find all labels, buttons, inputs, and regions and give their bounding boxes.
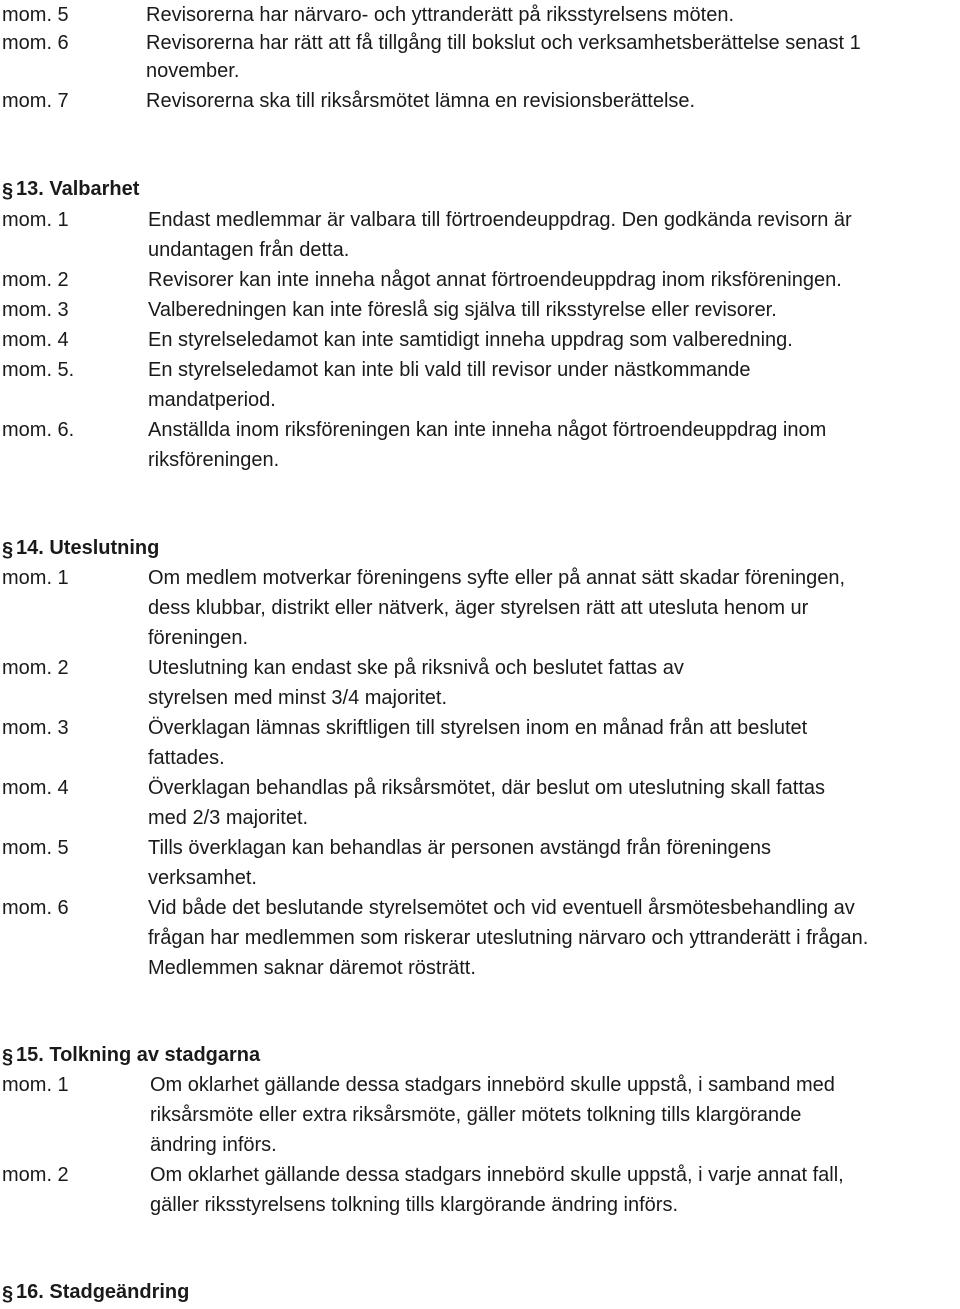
item-label: mom. 1	[2, 1074, 69, 1096]
item-text: Vid både det beslutande styrelsemötet och vid eventuell årsmötesbehandling av	[148, 897, 855, 919]
item-label: mom. 2	[2, 269, 69, 291]
item-label: mom. 5.	[2, 359, 75, 381]
item-text: Om medlem motverkar föreningens syfte eller på annat sätt skadar föreningen,	[148, 567, 846, 589]
item-text: ändring införs.	[150, 1134, 277, 1156]
item-text: undantagen från detta.	[148, 239, 350, 261]
section-sign: §	[2, 1283, 14, 1305]
section-heading-15: § 15. Tolkning av stadgarna	[16, 1040, 260, 1070]
item-label: mom. 2	[2, 657, 69, 679]
item-label: mom. 4	[2, 777, 69, 799]
item-text: fattades.	[148, 747, 225, 769]
item-label: mom. 1	[2, 209, 69, 231]
item-text: november.	[146, 60, 240, 82]
section-sign: §	[2, 539, 14, 561]
item-text: gäller riksstyrelsens tolkning tills klargörande ändring införs.	[150, 1194, 679, 1216]
section-sign: §	[2, 180, 14, 202]
item-label: mom. 4	[2, 329, 69, 351]
item-label: mom. 5	[2, 837, 69, 859]
item-text: styrelsen med minst 3/4 majoritet.	[148, 687, 447, 709]
section-heading-13: § 13. Valbarhet	[16, 174, 139, 204]
item-text: Uteslutning kan endast ske på riksnivå och beslutet fattas av	[148, 657, 684, 679]
item-label: mom. 5	[2, 4, 69, 26]
item-label: mom. 1	[2, 567, 69, 589]
item-text: mandatperiod.	[148, 389, 276, 411]
item-text: riksårsmöte eller extra riksårsmöte, gäller mötets tolkning tills klargörande	[150, 1104, 802, 1126]
item-text: Revisorer kan inte inneha något annat förtroendeuppdrag inom riksföreningen.	[148, 269, 842, 291]
item-label: mom. 3	[2, 299, 69, 321]
item-text: dess klubbar, distrikt eller nätverk, äger styrelsen rätt att utesluta henom ur	[148, 597, 809, 619]
item-text: riksföreningen.	[148, 449, 280, 471]
item-text: Tills överklagan kan behandlas är personen avstängd från föreningens	[148, 837, 771, 859]
item-text: Om oklarhet gällande dessa stadgars innebörd skulle uppstå, i varje annat fall,	[150, 1164, 844, 1186]
item-text: Anställda inom riksföreningen kan inte inneha något förtroendeuppdrag inom	[148, 419, 827, 441]
item-label: mom. 3	[2, 717, 69, 739]
item-label: mom. 2	[2, 1164, 69, 1186]
item-label: mom. 6	[2, 32, 69, 54]
item-text: Endast medlemmar är valbara till förtroendeuppdrag. Den godkända revisorn är	[148, 209, 852, 231]
section-heading-16: § 16. Stadgeändring	[16, 1277, 189, 1307]
item-text: En styrelseledamot kan inte samtidigt inneha uppdrag som valberedning.	[148, 329, 793, 351]
item-text: Överklagan behandlas på riksårsmötet, där beslut om uteslutning skall fattas	[148, 777, 826, 799]
item-text: verksamhet.	[148, 867, 257, 889]
item-text: Revisorerna ska till riksårsmötet lämna en revisionsberättelse.	[146, 90, 696, 112]
section-sign: §	[2, 1046, 14, 1068]
item-text: Medlemmen saknar däremot rösträtt.	[148, 957, 476, 979]
item-label: mom. 6	[2, 897, 69, 919]
item-text: Valberedningen kan inte föreslå sig själva till riksstyrelse eller revisorer.	[148, 299, 777, 321]
item-text: Revisorerna har närvaro- och yttranderätt på riksstyrelsens möten.	[146, 4, 735, 26]
item-text: med 2/3 majoritet.	[148, 807, 309, 829]
item-text: frågan har medlemmen som riskerar uteslutning närvaro och yttranderätt i frågan.	[148, 927, 869, 949]
item-text: En styrelseledamot kan inte bli vald till revisor under nästkommande	[148, 359, 751, 381]
item-text: Om oklarhet gällande dessa stadgars innebörd skulle uppstå, i samband med	[150, 1074, 835, 1096]
item-text: Överklagan lämnas skriftligen till styrelsen inom en månad från att beslutet	[148, 717, 808, 739]
item-text: Revisorerna har rätt att få tillgång till bokslut och verksamhetsberättelse senast 1	[146, 32, 861, 54]
item-text: föreningen.	[148, 627, 249, 649]
section-heading-14: § 14. Uteslutning	[16, 533, 159, 563]
item-label: mom. 6.	[2, 419, 75, 441]
item-label: mom. 7	[2, 90, 69, 112]
